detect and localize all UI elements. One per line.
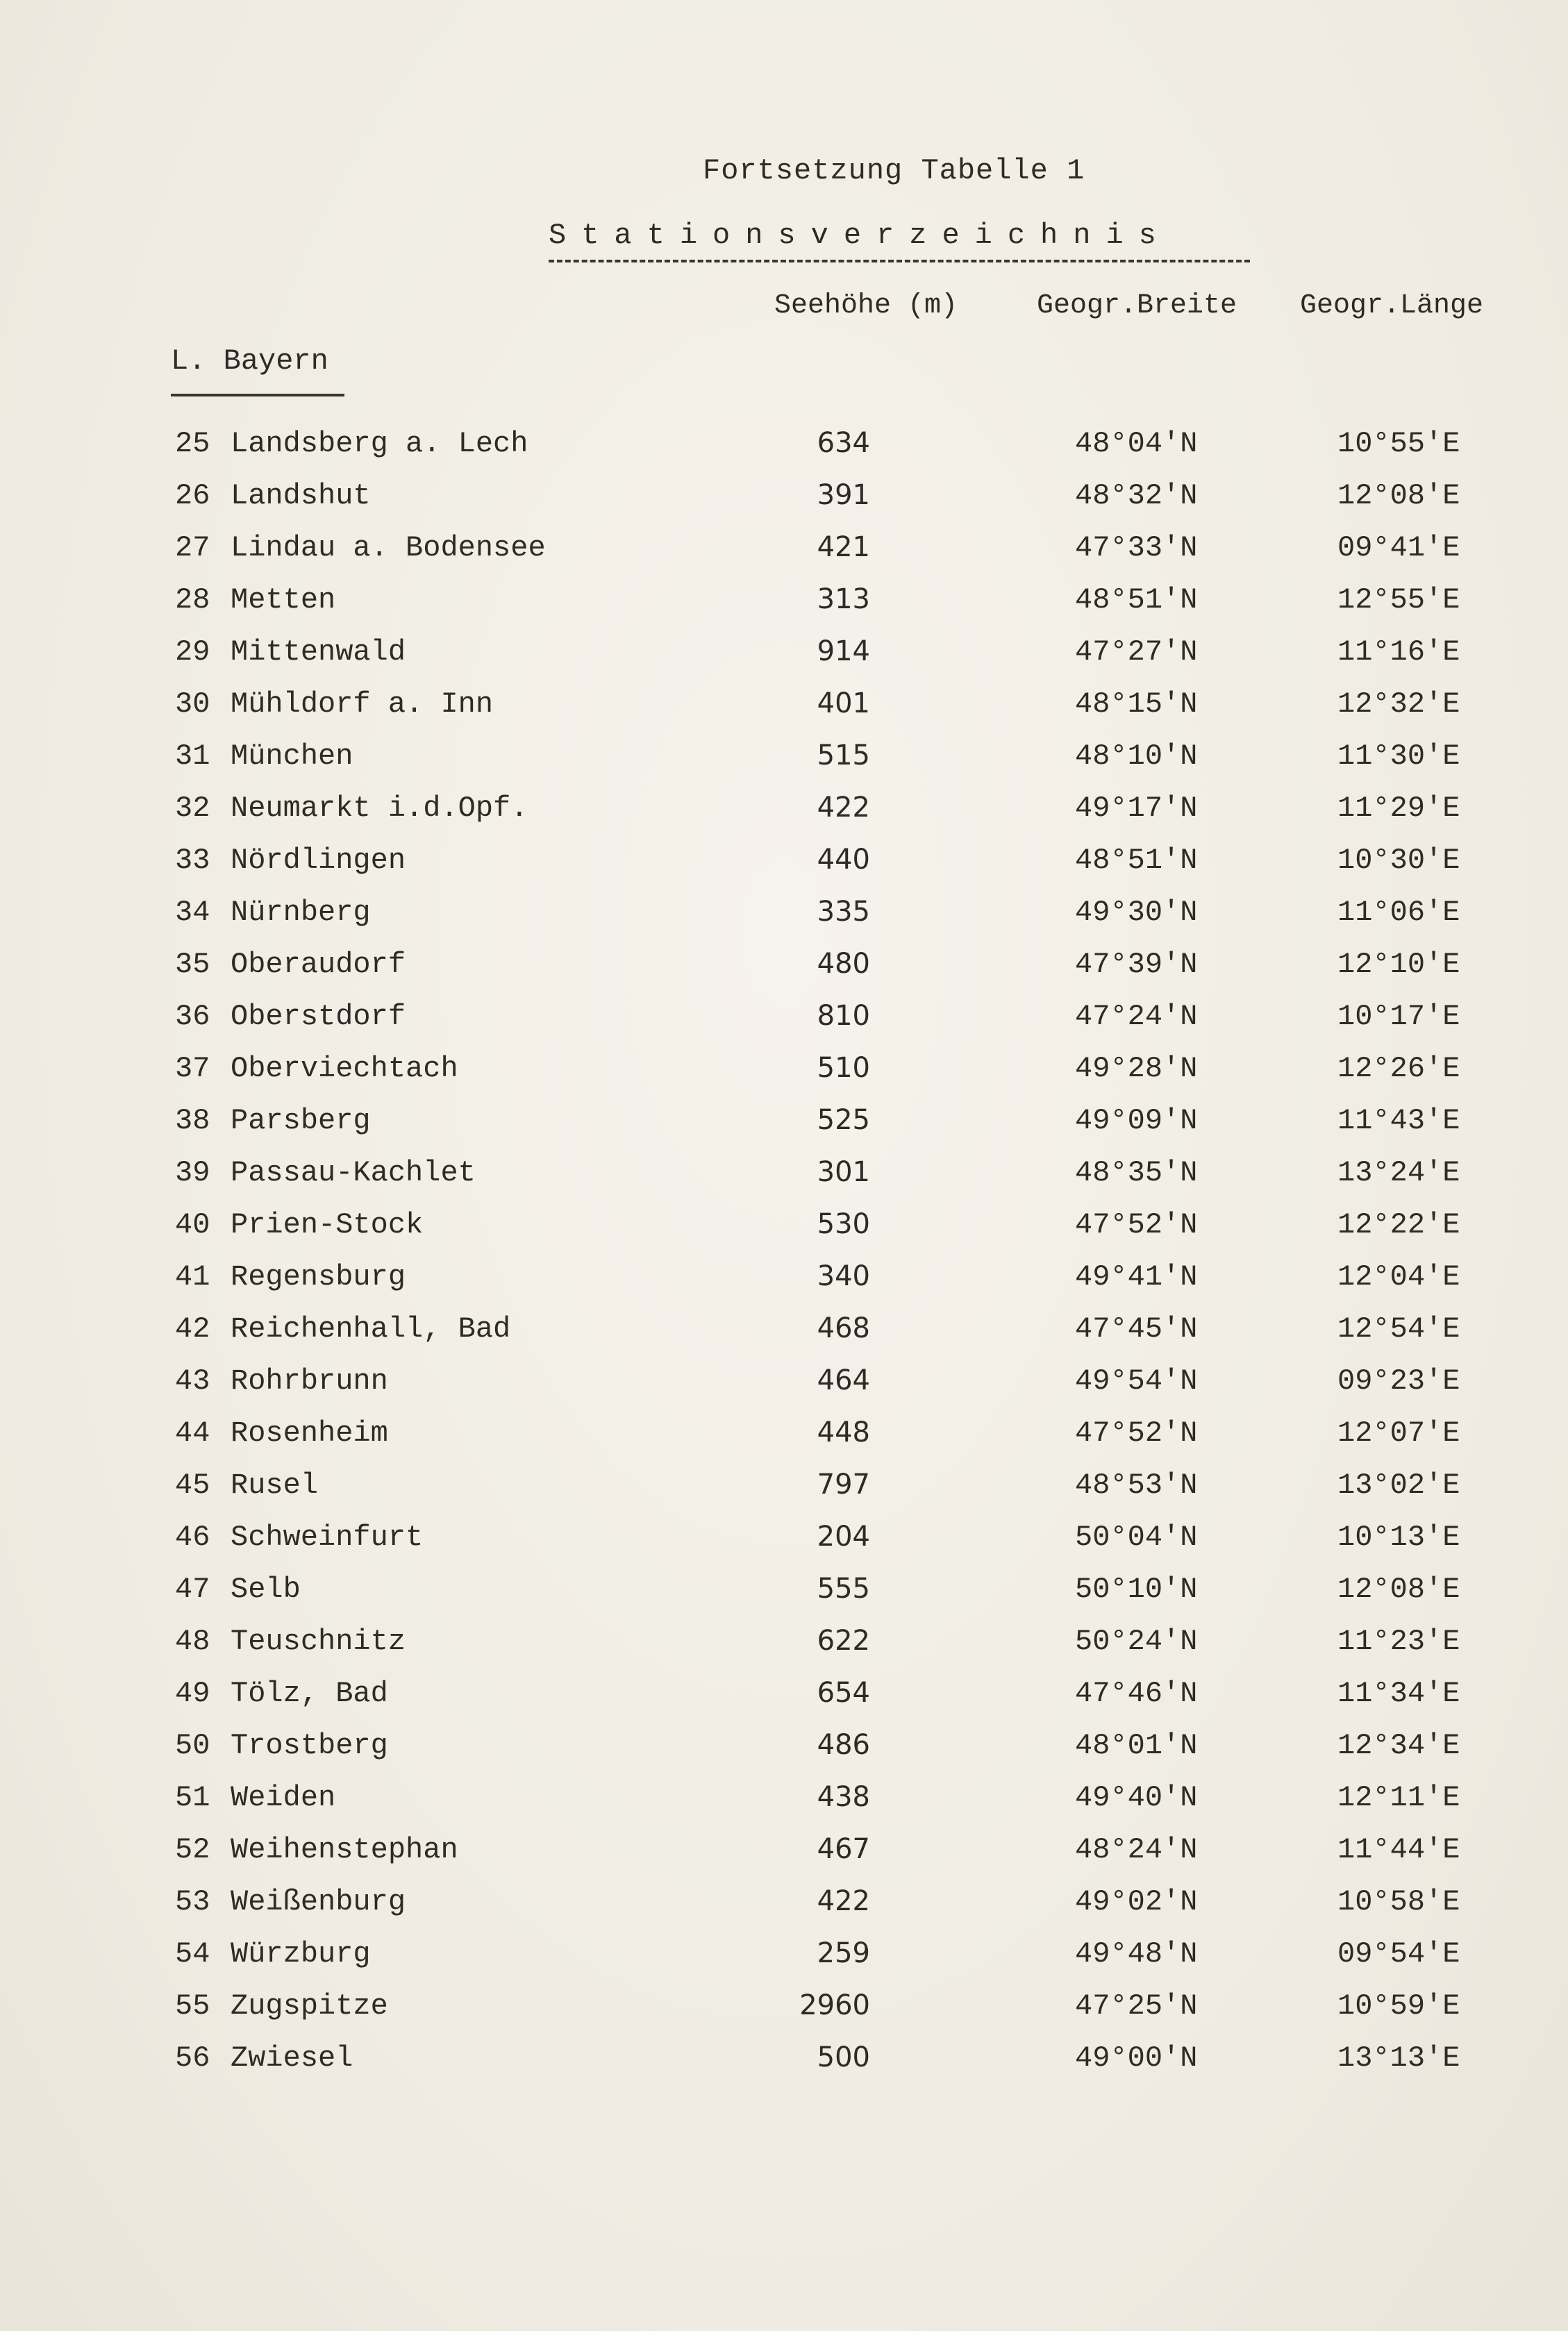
table-row xyxy=(0,844,1568,885)
table-row xyxy=(0,1625,1568,1666)
station-number: 26 xyxy=(175,479,210,512)
station-altitude: 525 xyxy=(817,1104,870,1136)
station-longitude: 10°59'E xyxy=(1337,1989,1460,2023)
station-name: Schweinfurt xyxy=(231,1521,424,1554)
station-latitude: 49°40'N xyxy=(1075,1781,1198,1814)
station-latitude: 48°24'N xyxy=(1075,1833,1198,1866)
station-name: Metten xyxy=(231,583,336,617)
station-altitude: 555 xyxy=(817,1573,870,1605)
station-longitude: 13°02'E xyxy=(1337,1469,1460,1502)
station-altitude: 301 xyxy=(817,1156,870,1188)
table-row xyxy=(0,635,1568,677)
table-row xyxy=(0,948,1568,989)
station-latitude: 47°45'N xyxy=(1075,1312,1198,1346)
table-row xyxy=(0,427,1568,469)
station-latitude: 49°48'N xyxy=(1075,1937,1198,1971)
station-number: 38 xyxy=(175,1104,210,1137)
table-row xyxy=(0,1052,1568,1094)
station-name: Rusel xyxy=(231,1469,319,1502)
station-longitude: 12°32'E xyxy=(1337,687,1460,721)
station-latitude: 47°46'N xyxy=(1075,1677,1198,1710)
section-heading: L. Bayern xyxy=(171,344,328,378)
table-row xyxy=(0,2041,1568,2083)
station-longitude: 12°55'E xyxy=(1337,583,1460,617)
station-latitude: 48°10'N xyxy=(1075,740,1198,773)
table-row xyxy=(0,479,1568,521)
station-name: Mittenwald xyxy=(231,635,406,669)
station-number: 28 xyxy=(175,583,210,617)
station-altitude: 468 xyxy=(817,1312,870,1344)
station-longitude: 12°08'E xyxy=(1337,479,1460,512)
station-latitude: 48°32'N xyxy=(1075,479,1198,512)
station-altitude: 634 xyxy=(817,427,870,459)
table-row xyxy=(0,1937,1568,1979)
station-number: 48 xyxy=(175,1625,210,1658)
station-longitude: 11°30'E xyxy=(1337,740,1460,773)
station-latitude: 48°15'N xyxy=(1075,687,1198,721)
station-number: 42 xyxy=(175,1312,210,1346)
station-longitude: 10°17'E xyxy=(1337,1000,1460,1033)
station-number: 44 xyxy=(175,1417,210,1450)
table-row xyxy=(0,1364,1568,1406)
station-number: 27 xyxy=(175,531,210,565)
station-name: Lindau a. Bodensee xyxy=(231,531,546,565)
station-longitude: 12°54'E xyxy=(1337,1312,1460,1346)
station-name: Rosenheim xyxy=(231,1417,388,1450)
station-name: Passau-Kachlet xyxy=(231,1156,476,1189)
station-altitude: 654 xyxy=(817,1677,870,1709)
station-longitude: 13°24'E xyxy=(1337,1156,1460,1189)
station-altitude: 797 xyxy=(817,1469,870,1501)
station-name: Zugspitze xyxy=(231,1989,388,2023)
table-row xyxy=(0,1104,1568,1146)
station-longitude: 09°54'E xyxy=(1337,1937,1460,1971)
table-row xyxy=(0,740,1568,781)
table-row xyxy=(0,1156,1568,1198)
station-latitude: 47°25'N xyxy=(1075,1989,1198,2023)
station-number: 31 xyxy=(175,740,210,773)
station-name: Prien-Stock xyxy=(231,1208,424,1242)
station-altitude: 500 xyxy=(817,2041,870,2073)
station-longitude: 12°26'E xyxy=(1337,1052,1460,1085)
station-number: 29 xyxy=(175,635,210,669)
station-number: 37 xyxy=(175,1052,210,1085)
station-number: 25 xyxy=(175,427,210,460)
station-latitude: 49°02'N xyxy=(1075,1885,1198,1919)
station-number: 53 xyxy=(175,1885,210,1919)
station-name: Teuschnitz xyxy=(231,1625,406,1658)
station-latitude: 50°04'N xyxy=(1075,1521,1198,1554)
column-header-longitude: Geogr.Länge xyxy=(1300,290,1484,321)
station-number: 52 xyxy=(175,1833,210,1866)
station-number: 34 xyxy=(175,896,210,929)
station-longitude: 12°10'E xyxy=(1337,948,1460,981)
station-number: 40 xyxy=(175,1208,210,1242)
station-name: Zwiesel xyxy=(231,2041,353,2075)
table-row xyxy=(0,1312,1568,1354)
table-row xyxy=(0,1781,1568,1823)
station-number: 32 xyxy=(175,792,210,825)
station-altitude: 2960 xyxy=(799,1989,870,2021)
station-number: 33 xyxy=(175,844,210,877)
station-number: 36 xyxy=(175,1000,210,1033)
station-longitude: 12°08'E xyxy=(1337,1573,1460,1606)
station-latitude: 50°24'N xyxy=(1075,1625,1198,1658)
station-latitude: 49°17'N xyxy=(1075,792,1198,825)
station-altitude: 464 xyxy=(817,1364,870,1396)
station-latitude: 47°52'N xyxy=(1075,1417,1198,1450)
station-name: Parsberg xyxy=(231,1104,371,1137)
station-altitude: 421 xyxy=(817,531,870,563)
station-longitude: 11°29'E xyxy=(1337,792,1460,825)
station-longitude: 12°04'E xyxy=(1337,1260,1460,1294)
station-number: 35 xyxy=(175,948,210,981)
station-altitude: 440 xyxy=(817,844,870,876)
station-latitude: 49°00'N xyxy=(1075,2041,1198,2075)
station-name: Oberaudorf xyxy=(231,948,406,981)
station-latitude: 47°33'N xyxy=(1075,531,1198,565)
station-altitude: 335 xyxy=(817,896,870,928)
station-altitude: 204 xyxy=(817,1521,870,1553)
table-row xyxy=(0,792,1568,833)
station-altitude: 510 xyxy=(817,1052,870,1084)
station-altitude: 467 xyxy=(817,1833,870,1865)
station-altitude: 401 xyxy=(817,687,870,719)
station-number: 55 xyxy=(175,1989,210,2023)
table-row xyxy=(0,1573,1568,1614)
station-latitude: 50°10'N xyxy=(1075,1573,1198,1606)
station-name: Weiden xyxy=(231,1781,336,1814)
station-longitude: 12°22'E xyxy=(1337,1208,1460,1242)
station-latitude: 48°51'N xyxy=(1075,844,1198,877)
station-number: 50 xyxy=(175,1729,210,1762)
station-latitude: 48°04'N xyxy=(1075,427,1198,460)
station-name: Weißenburg xyxy=(231,1885,406,1919)
station-longitude: 10°13'E xyxy=(1337,1521,1460,1554)
station-latitude: 49°54'N xyxy=(1075,1364,1198,1398)
station-altitude: 422 xyxy=(817,792,870,824)
station-name: Neumarkt i.d.Opf. xyxy=(231,792,528,825)
station-number: 39 xyxy=(175,1156,210,1189)
station-number: 46 xyxy=(175,1521,210,1554)
table-row xyxy=(0,1677,1568,1719)
table-row xyxy=(0,1729,1568,1771)
station-name: Regensburg xyxy=(231,1260,406,1294)
station-altitude: 810 xyxy=(817,1000,870,1032)
station-longitude: 12°11'E xyxy=(1337,1781,1460,1814)
station-name: Oberstdorf xyxy=(231,1000,406,1033)
station-latitude: 48°35'N xyxy=(1075,1156,1198,1189)
station-name: Oberviechtach xyxy=(231,1052,458,1085)
station-longitude: 09°23'E xyxy=(1337,1364,1460,1398)
column-header-latitude: Geogr.Breite xyxy=(1037,290,1237,321)
station-name: Weihenstephan xyxy=(231,1833,458,1866)
station-longitude: 11°16'E xyxy=(1337,635,1460,669)
table-row xyxy=(0,1208,1568,1250)
station-name: Landsberg a. Lech xyxy=(231,427,528,460)
station-number: 30 xyxy=(175,687,210,721)
station-altitude: 448 xyxy=(817,1417,870,1448)
station-name: Nürnberg xyxy=(231,896,371,929)
station-altitude: 313 xyxy=(817,583,870,615)
station-number: 56 xyxy=(175,2041,210,2075)
station-longitude: 12°07'E xyxy=(1337,1417,1460,1450)
station-latitude: 47°39'N xyxy=(1075,948,1198,981)
station-longitude: 10°55'E xyxy=(1337,427,1460,460)
station-altitude: 914 xyxy=(817,635,870,667)
station-altitude: 480 xyxy=(817,948,870,980)
station-altitude: 340 xyxy=(817,1260,870,1292)
station-longitude: 11°23'E xyxy=(1337,1625,1460,1658)
table-row xyxy=(0,1833,1568,1875)
station-name: Mühldorf a. Inn xyxy=(231,687,494,721)
station-latitude: 49°09'N xyxy=(1075,1104,1198,1137)
station-name: Rohrbrunn xyxy=(231,1364,388,1398)
station-longitude: 11°34'E xyxy=(1337,1677,1460,1710)
station-latitude: 49°30'N xyxy=(1075,896,1198,929)
table-row xyxy=(0,1469,1568,1510)
table-subtitle: Stationsverzeichnis xyxy=(549,219,1171,252)
station-latitude: 48°53'N xyxy=(1075,1469,1198,1502)
table-row xyxy=(0,583,1568,625)
station-number: 51 xyxy=(175,1781,210,1814)
table-title: Fortsetzung Tabelle 1 xyxy=(703,154,1085,187)
station-number: 49 xyxy=(175,1677,210,1710)
table-row xyxy=(0,1521,1568,1562)
table-row xyxy=(0,1417,1568,1458)
station-longitude: 10°30'E xyxy=(1337,844,1460,877)
station-latitude: 47°52'N xyxy=(1075,1208,1198,1242)
station-number: 47 xyxy=(175,1573,210,1606)
station-longitude: 11°06'E xyxy=(1337,896,1460,929)
station-latitude: 47°27'N xyxy=(1075,635,1198,669)
station-latitude: 49°28'N xyxy=(1075,1052,1198,1085)
station-altitude: 622 xyxy=(817,1625,870,1657)
station-number: 54 xyxy=(175,1937,210,1971)
station-name: Tölz, Bad xyxy=(231,1677,388,1710)
station-longitude: 13°13'E xyxy=(1337,2041,1460,2075)
station-name: Würzburg xyxy=(231,1937,371,1971)
station-latitude: 48°51'N xyxy=(1075,583,1198,617)
station-number: 45 xyxy=(175,1469,210,1502)
station-name: Selb xyxy=(231,1573,301,1606)
table-row xyxy=(0,1885,1568,1927)
station-number: 41 xyxy=(175,1260,210,1294)
station-longitude: 11°43'E xyxy=(1337,1104,1460,1137)
station-longitude: 09°41'E xyxy=(1337,531,1460,565)
station-number: 43 xyxy=(175,1364,210,1398)
station-latitude: 48°01'N xyxy=(1075,1729,1198,1762)
station-latitude: 49°41'N xyxy=(1075,1260,1198,1294)
station-altitude: 438 xyxy=(817,1781,870,1813)
column-header-altitude: Seehöhe (m) xyxy=(774,290,958,321)
station-name: Reichenhall, Bad xyxy=(231,1312,511,1346)
table-row xyxy=(0,1000,1568,1042)
table-row xyxy=(0,1989,1568,2031)
station-longitude: 10°58'E xyxy=(1337,1885,1460,1919)
station-name: Trostberg xyxy=(231,1729,388,1762)
station-altitude: 391 xyxy=(817,479,870,511)
station-longitude: 12°34'E xyxy=(1337,1729,1460,1762)
station-altitude: 515 xyxy=(817,740,870,771)
station-name: Nördlingen xyxy=(231,844,406,877)
station-name: München xyxy=(231,740,353,773)
station-name: Landshut xyxy=(231,479,371,512)
station-longitude: 11°44'E xyxy=(1337,1833,1460,1866)
station-altitude: 259 xyxy=(817,1937,870,1969)
table-row xyxy=(0,531,1568,573)
station-altitude: 422 xyxy=(817,1885,870,1917)
table-row xyxy=(0,1260,1568,1302)
station-altitude: 486 xyxy=(817,1729,870,1761)
station-latitude: 47°24'N xyxy=(1075,1000,1198,1033)
table-row xyxy=(0,687,1568,729)
station-altitude: 530 xyxy=(817,1208,870,1240)
table-row xyxy=(0,896,1568,937)
